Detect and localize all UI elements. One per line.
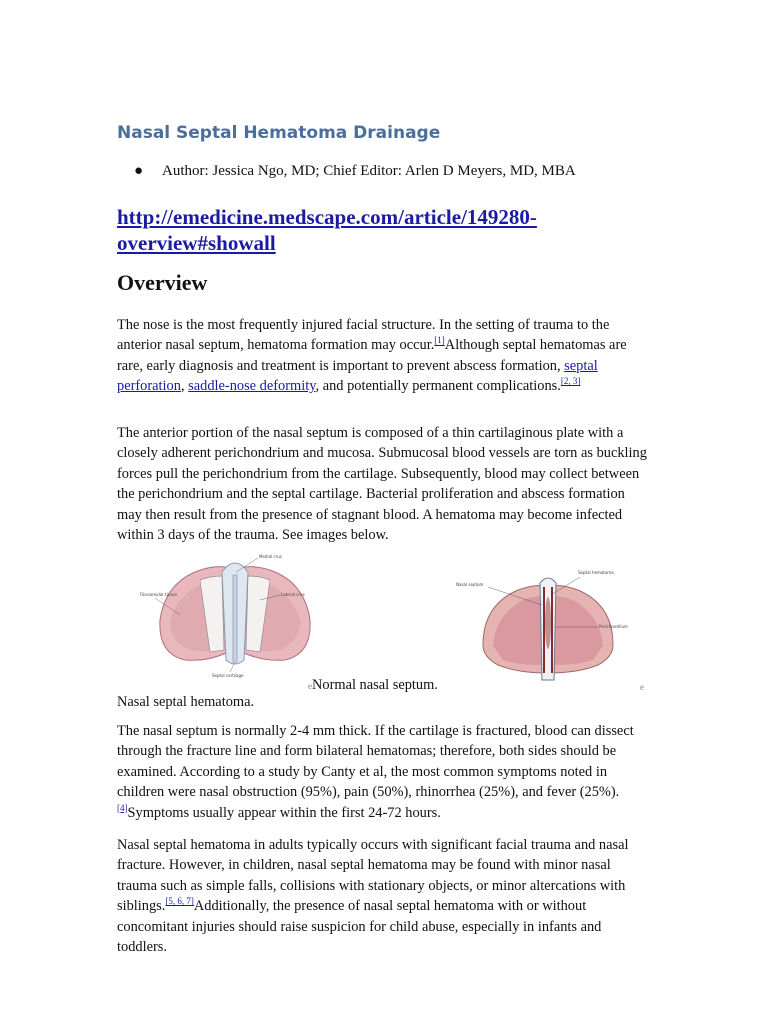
document-title: Nasal Septal Hematoma Drainage [117,123,441,143]
fig1-label-fibroareolar: Fibroareolar tissue [140,592,177,597]
reference-link-5-6-7[interactable]: [5, 6, 7] [165,896,194,907]
saddle-nose-deformity-link[interactable]: saddle-nose deformity [188,378,316,395]
p1-text-a: The nose is the most frequently injured facial structure. In the setting of trauma to the anterior nasal septum, hematoma formation may occur. [117,317,610,354]
figure-1-caption-text: Normal nasal septum. [312,677,438,693]
paragraph-4 [117,835,651,957]
overview-heading: Overview [117,270,208,295]
figure-2-caption: Nasal septal hematoma. [117,694,255,710]
broken-image-icon: e [308,681,312,691]
reference-link-1[interactable]: [1] [434,335,445,346]
p3-text-b: Symptoms usually appear within the first 24-72 hours. [127,804,441,821]
paragraph-1 [117,315,651,397]
reference-link-2-3[interactable]: [2, 3] [560,376,581,387]
normal-nasal-septum-figure [140,550,330,678]
fig1-label-septal-cartilage: Septal cartilage [212,673,244,678]
reference-link-4[interactable]: [4] [117,802,128,813]
bullet-icon: ● [134,163,144,179]
paragraph-3 [117,721,651,823]
figure-1-caption [308,677,438,694]
p4-text-b: Additionally, the presence of nasal septal hematoma with or without concomitant injuries should raise suspicion for child abuse, especially in infants and toddlers. [117,898,602,956]
fig2-label-nasal-septum: Nasal septum [456,582,484,587]
septal-perforation-link[interactable]: septal perforation [117,357,598,395]
nasal-septal-hematoma-figure [448,565,648,685]
broken-image-icon: e [640,682,644,692]
fig1-label-lateral-crus: Lateral crus [281,592,305,597]
author-line [134,163,576,180]
fig1-label-medial-crus: Medial crus [259,554,282,559]
author-text: Author: Jessica Ngo, MD; Chief Editor: Arlen D Meyers, MD, MBA [162,163,576,179]
p3-text-a: The nasal septum is normally 2-4 mm thick. If the cartilage is fractured, blood can dissect through the fracture line and form bilateral hematomas; therefore, both sides should be examined. According to a study by Canty et al, the most common symptoms noted in children were nasal obstruction (95%), pain (50%), rhinorrhea (25%), and fever (25%). [117,723,634,801]
fig2-label-septal-hematoma: Septal hematoma [578,570,614,575]
p4-text-a: Nasal septal hematoma in adults typically occurs with significant facial trauma and nasal fracture. However, in children, nasal septal hematoma may be found with minor nasal trauma such as simple falls, collisions with stationary objects, or minor altercations with siblings. [117,837,629,915]
fig2-label-perichondrium: Perichondrium [599,624,628,629]
source-url-link[interactable]: http://emedicine.medscape.com/article/149280-overview#showall [117,205,537,255]
p1-text-b: Although septal hematomas are rare, early diagnosis and treatment is important to prevent abscess formation, [117,337,627,374]
p1-sep: , [180,378,189,395]
p1-text-c: , and potentially permanent complications. [315,378,561,395]
paragraph-2: The anterior portion of the nasal septum is composed of a thin cartilaginous plate with a closely adherent perichondrium and mucosa. Submucosal blood vessels are torn as buckling forces pull the perichondrium from the cartilage. Subsequently, blood may collect between the perichondrium and the septal cartilage. Bacterial proliferation and abscess formation may then result from the presence of stagnant blood. A hematoma may become infected within 3 days of the trauma. See images below. [117,425,647,544]
